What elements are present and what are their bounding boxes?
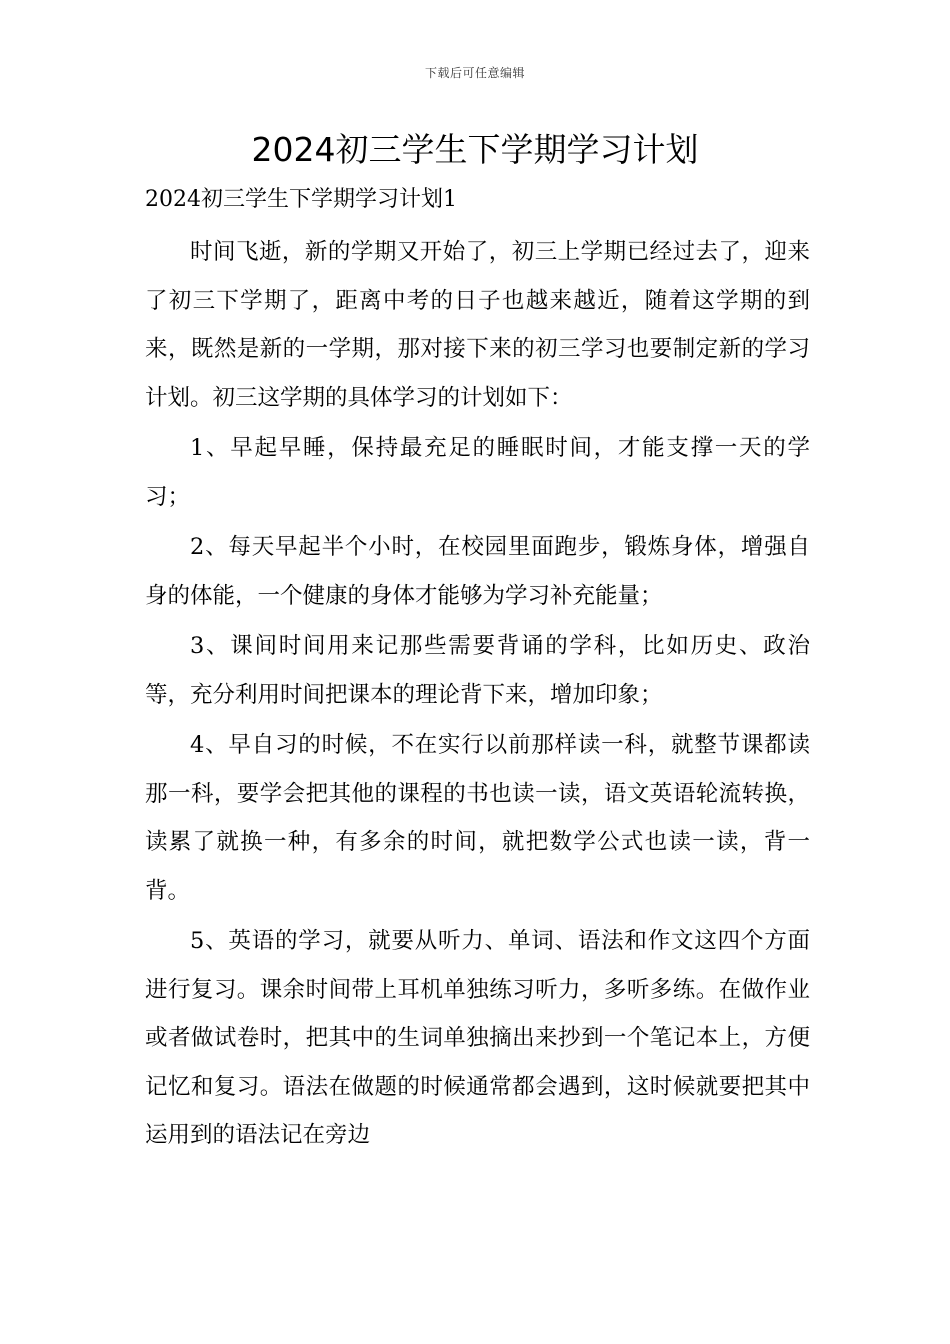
paragraph-item-5: 5、英语的学习，就要从听力、单词、语法和作文这四个方面进行复习。课余时间带上耳机单独练习听力，多听多练。在做作业或者做试卷时，把其中的生词单独摘出来抄到一个笔记本上，方便记忆和复习。语法在做题的时候通常都会遇到，这时候就要把其中运用到的语法记在旁边 <box>145 928 810 1148</box>
header-note: 下载后可任意编辑 <box>424 66 525 80</box>
paragraph-item-2: 2、每天早起半个小时，在校园里面跑步，锻炼身体，增强自身的体能，一个健康的身体才能够为学习补充能量； <box>145 534 810 609</box>
document-title: 2024初三学生下学期学习计划 <box>251 130 699 169</box>
document-body <box>145 228 810 1162</box>
section-heading: 2024初三学生下学期学习计划1 <box>145 187 457 212</box>
paragraph-intro: 时间飞逝，新的学期又开始了，初三上学期已经过去了，迎来了初三下学期了，距离中考的日子也越来越近，随着这学期的到来，既然是新的一学期，那对接下来的初三学习也要制定新的学习计划。初三这学期的具体学习的计划如下： <box>145 239 810 411</box>
paragraph-item-4: 4、早自习的时候，不在实行以前那样读一科，就整节课都读那一科，要学会把其他的课程的书也读一读，语文英语轮流转换，读累了就换一种，有多余的时间，就把数学公式也读一读，背一背。 <box>145 732 810 904</box>
paragraph-item-1: 1、早起早睡，保持最充足的睡眠时间，才能支撑一天的学习； <box>145 435 810 510</box>
paragraph-item-3: 3、课间时间用来记那些需要背诵的学科，比如历史、政治等，充分利用时间把课本的理论背下来，增加印象； <box>145 633 810 708</box>
